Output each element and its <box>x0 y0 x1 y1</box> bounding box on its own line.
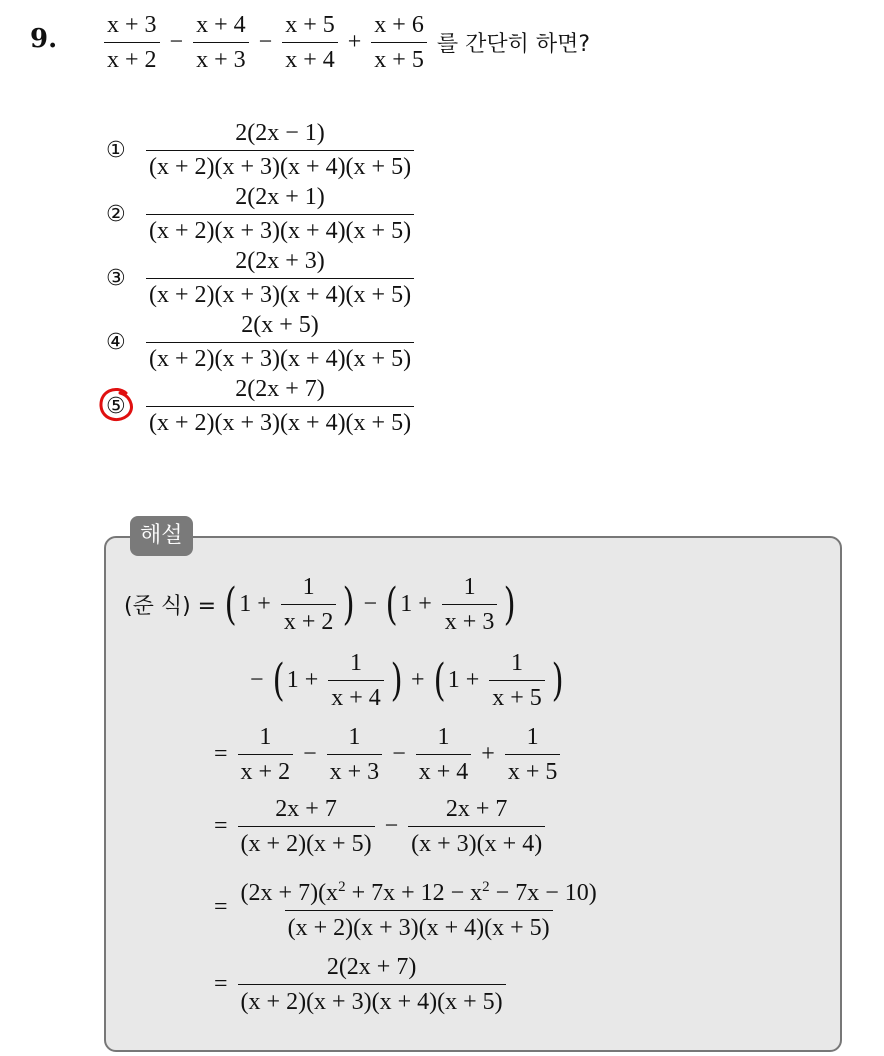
op-3: + <box>347 29 362 55</box>
term-1: $\frac{x + 3}{x + 2}$ <box>104 10 160 75</box>
term-4: $\frac{x + 6}{x + 5}$ <box>371 10 427 75</box>
term-2: $\frac{x + 4}{x + 3}$ <box>193 10 249 75</box>
problem-number: 9. <box>30 24 58 54</box>
solution-line-3: = $\frac{1}{x + 2}$ − $\frac{1}{x + 3}$ − $\frac{1}{x + 4}$ + $\frac{1}{x + 5}$ <box>208 722 564 787</box>
op-1: − <box>169 29 184 55</box>
solution-tag: 해설 <box>130 516 193 556</box>
solution-line-1: (준 식) = ( 1 + $\frac{1}{x + 2}$ ) − ( 1 + $\frac{1}{x + 3}$ ) <box>124 574 516 635</box>
choice-mark: ④ <box>106 329 126 355</box>
choice-mark: ① <box>106 137 126 163</box>
choice-mark: ⑤ <box>106 394 146 419</box>
problem-expression <box>100 10 590 75</box>
choice-mark: ② <box>106 201 126 227</box>
solution-line-5: = $\frac{(2x + 7)(x^2 + 7x + 12 - x^2 - 7x - 10)}{(x + 2)(x + 3)(x + 4)(x + 5)}$ <box>214 879 597 941</box>
solution-line-2: − ( 1 + $\frac{1}{x + 4}$ ) + ( 1 + $\frac{1}{x + 5}$ ) <box>250 650 564 711</box>
choice-1[interactable]: ① $\frac{2(2x - 1)}{(x + 2)(x + 3)(x + 4)(x + 5)}$ <box>106 118 414 182</box>
problem-tail: 를 간단히 하면? <box>436 32 591 57</box>
choice-5[interactable]: ⑤ $\frac{2(2x + 7)}{(x + 2)(x + 3)(x + 4)(x + 5)}$ <box>106 374 414 438</box>
choice-2[interactable]: ② $\frac{2(2x + 1)}{(x + 2)(x + 3)(x + 4)(x + 5)}$ <box>106 182 414 246</box>
answer-circle-icon <box>98 387 134 425</box>
solution-line-6: = $\frac{2(2x + 7)}{(x + 2)(x + 3)(x + 4)(x + 5)}$ <box>208 952 510 1017</box>
choice-3[interactable]: ③ $\frac{2(2x + 3)}{(x + 2)(x + 3)(x + 4)(x + 5)}$ <box>106 246 414 310</box>
choice-4[interactable]: ④ $\frac{2(x + 5)}{(x + 2)(x + 3)(x + 4)(x + 5)}$ <box>106 310 414 374</box>
term-3: $\frac{x + 5}{x + 4}$ <box>282 10 338 75</box>
choice-list <box>106 118 414 438</box>
solution-line-4: = $\frac{2x + 7}{(x + 2)(x + 5)}$ − $\frac{2x + 7}{(x + 3)(x + 4)}$ <box>208 794 549 859</box>
op-2: − <box>258 29 273 55</box>
choice-mark: ③ <box>106 265 126 291</box>
